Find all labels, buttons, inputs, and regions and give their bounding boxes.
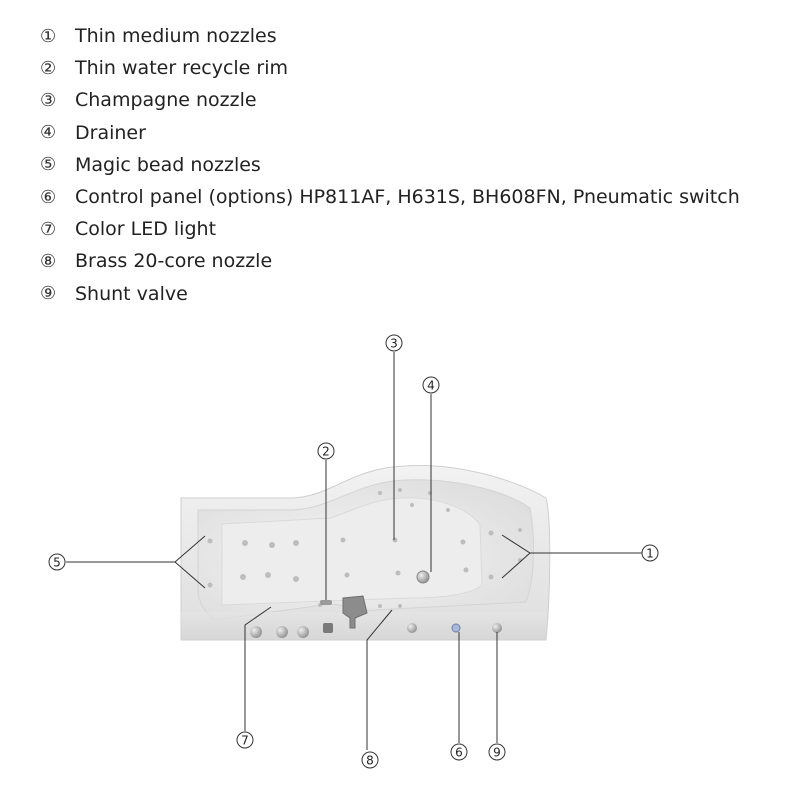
nozzle xyxy=(393,538,398,543)
legend-number: ⑦ xyxy=(40,218,57,240)
legend-label: Color LED light xyxy=(75,218,217,241)
nozzle xyxy=(341,538,346,543)
legend-label: Thin medium nozzles xyxy=(75,25,277,48)
legend-number: ⑥ xyxy=(40,186,57,208)
nozzle xyxy=(242,540,248,546)
callout-8 xyxy=(362,752,378,768)
nozzle xyxy=(265,572,271,578)
legend-label: Champagne nozzle xyxy=(75,89,257,112)
nozzle xyxy=(240,574,246,580)
legend-label: Brass 20-core nozzle xyxy=(75,250,273,273)
control-knob xyxy=(276,626,288,638)
callout-label: 1 xyxy=(646,546,654,561)
callout-label: 7 xyxy=(241,733,249,748)
callout-label: 2 xyxy=(322,444,330,459)
nozzle xyxy=(269,542,275,548)
legend-label: Control panel (options) HP811AF, H631S, BH608FN, Pneumatic switch xyxy=(75,186,740,209)
legend-number: ① xyxy=(40,25,57,47)
nozzle xyxy=(410,503,414,507)
recycle-rim-outlet xyxy=(320,600,332,605)
nozzle xyxy=(489,531,494,536)
legend-number: ⑧ xyxy=(40,250,57,272)
control-panel-button xyxy=(452,624,460,632)
nozzle xyxy=(378,604,382,608)
callout-label: 3 xyxy=(390,336,398,351)
nozzle xyxy=(293,576,299,582)
control-knob xyxy=(250,626,262,638)
nozzle xyxy=(208,583,213,588)
callout-label: 6 xyxy=(455,745,463,760)
nozzle xyxy=(396,571,401,576)
nozzle xyxy=(464,568,469,573)
callout-label: 8 xyxy=(366,753,374,768)
legend-number: ⑨ xyxy=(40,283,57,305)
control-knob xyxy=(407,623,417,633)
nozzle xyxy=(293,540,299,546)
callout-4 xyxy=(423,377,439,393)
tub-front-apron xyxy=(181,612,546,640)
legend-label: Thin water recycle rim xyxy=(75,57,289,80)
shunt-valve xyxy=(492,623,502,633)
legend-number: ⑤ xyxy=(40,154,57,176)
nozzle xyxy=(461,540,466,545)
legend-number: ③ xyxy=(40,89,57,111)
callout-5 xyxy=(49,554,65,570)
callout-label: 4 xyxy=(427,378,435,393)
callout-7 xyxy=(237,732,253,748)
nozzle xyxy=(378,491,382,495)
legend-label: Shunt valve xyxy=(75,282,188,305)
nozzle xyxy=(398,604,402,608)
nozzle xyxy=(446,508,450,512)
bathtub xyxy=(181,465,550,640)
callout-2 xyxy=(318,443,334,459)
callout-label: 5 xyxy=(53,555,61,570)
callout-6 xyxy=(451,744,467,760)
control-knob xyxy=(297,626,309,638)
nozzle xyxy=(518,528,522,532)
legend-label: Drainer xyxy=(75,121,146,144)
callout-label: 9 xyxy=(493,745,501,760)
nozzle xyxy=(489,575,494,580)
callout-9 xyxy=(489,744,505,760)
nozzle xyxy=(208,539,213,544)
nozzle xyxy=(345,573,350,578)
legend-number: ④ xyxy=(40,122,57,144)
nozzle xyxy=(398,488,402,492)
drainer xyxy=(417,571,429,583)
control-panel-base xyxy=(323,623,333,633)
callout-1 xyxy=(642,545,658,561)
legend-number: ② xyxy=(40,57,57,79)
callout-3 xyxy=(386,335,402,351)
legend-label: Magic bead nozzles xyxy=(75,153,261,176)
